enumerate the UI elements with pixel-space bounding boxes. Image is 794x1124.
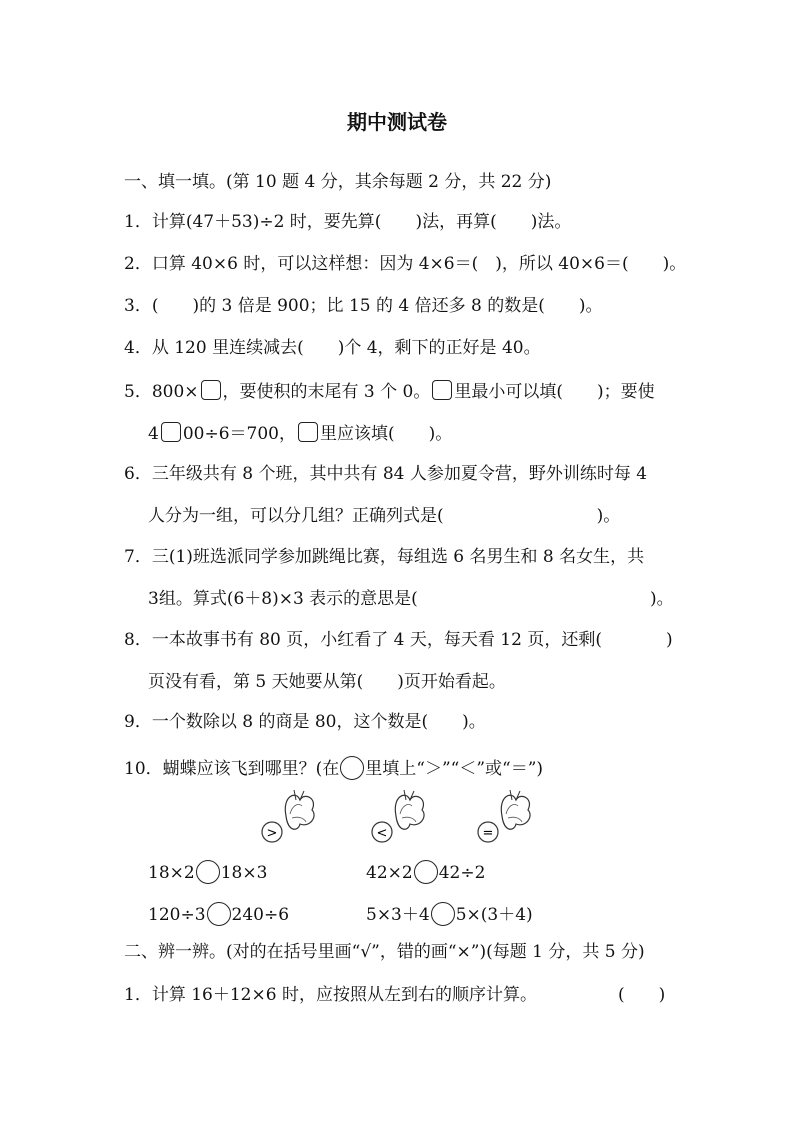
question-3: 3．( )的 3 倍是 900；比 15 的 4 倍还多 8 的数是( )。 (124, 296, 603, 316)
question-2: 2．口算 40×6 时，可以这样想：因为 4×6＝( )，所以 40×6＝( )。 (124, 254, 687, 274)
question-9: 9．一个数除以 8 的商是 80，这个数是( )。 (124, 712, 486, 732)
question-5-line2 (148, 422, 452, 446)
butterfly-label: > (266, 826, 278, 841)
blank-square-icon (201, 380, 221, 400)
question-6-line1: 6．三年级共有 8 个班，其中共有 84 人参加夏令营，野外训练时每 4 (124, 464, 648, 484)
expr-left: 42×2 (366, 863, 413, 883)
question-8-line1b: ) (666, 630, 673, 650)
expr-right: 5×(3＋4) (455, 905, 533, 925)
q5-text-d: 4 (148, 424, 159, 444)
expr-right: 240÷6 (231, 905, 290, 925)
butterfly-equal-icon (472, 786, 536, 846)
comparison-4 (366, 902, 533, 927)
expr-right: 18×3 (220, 863, 268, 883)
page-title: 期中测试卷 (347, 110, 447, 134)
question-4: 4．从 120 里连续减去( )个 4，剩下的正好是 40。 (124, 338, 541, 358)
q10-text-b: 里填上“＞”“＜”或“＝”) (365, 759, 544, 779)
blank-square-icon (432, 380, 452, 400)
blank-circle-icon (431, 902, 455, 926)
answer-parentheses: ( ) (618, 985, 666, 1005)
blank-circle-icon (340, 756, 364, 780)
butterfly-label: < (376, 826, 388, 841)
comparison-1 (148, 860, 267, 885)
question-10 (124, 756, 543, 781)
q5-text-c: 里最小可以填( )；要使 (454, 382, 655, 402)
blank-circle-icon (207, 902, 231, 926)
comparison-2 (366, 860, 485, 885)
blank-circle-icon (414, 860, 438, 884)
q5-text-e: 00÷6＝700， (182, 424, 296, 444)
section1-heading: 一、填一填。(第 10 题 4 分，其余每题 2 分，共 22 分) (124, 172, 552, 192)
expr-right: 42÷2 (438, 863, 486, 883)
expr-left: 18×2 (148, 863, 195, 883)
question-7-line2b: )。 (650, 589, 674, 609)
question-6-line2: 人分为一组，可以分几组？正确列式是( )。 (148, 506, 621, 526)
butterfly-greater-icon (256, 786, 320, 846)
section2-question-1: 1．计算 16＋12×6 时，应按照从左到右的顺序计算。 (124, 985, 537, 1005)
q5-text-b: ，要使积的末尾有 3 个 0。 (222, 382, 431, 402)
question-5-line1 (124, 380, 655, 404)
question-7-line1: 7．三(1)班选派同学参加跳绳比赛，每组选 6 名男生和 8 名女生，共 (124, 547, 645, 567)
blank-square-icon (298, 422, 318, 442)
question-7-line2a: 3组。算式(6＋8)×3 表示的意思是( (148, 589, 418, 609)
question-8-line1a: 8．一本故事书有 80 页，小红看了 4 天，每天看 12 页，还剩( (124, 630, 602, 650)
question-1: 1．计算(47＋53)÷2 时，要先算( )法，再算( )法。 (124, 212, 572, 232)
butterfly-label: = (482, 826, 494, 841)
comparison-3 (148, 902, 289, 927)
blank-square-icon (161, 422, 181, 442)
expr-left: 120÷3 (148, 905, 206, 925)
question-8-line2: 页没有看，第 5 天她要从第( )页开始看起。 (148, 672, 506, 692)
butterfly-less-icon (366, 786, 430, 846)
blank-circle-icon (196, 860, 220, 884)
q5-text-f: 里应该填( )。 (319, 424, 453, 444)
q5-text-a: 5．800× (124, 382, 199, 402)
q10-text-a: 10．蝴蝶应该飞到哪里？(在 (124, 759, 340, 779)
section2-heading: 二、辨一辨。(对的在括号里画“√”，错的画“×”)(每题 1 分，共 5 分) (124, 942, 645, 962)
expr-left: 5×3＋4 (366, 905, 430, 925)
